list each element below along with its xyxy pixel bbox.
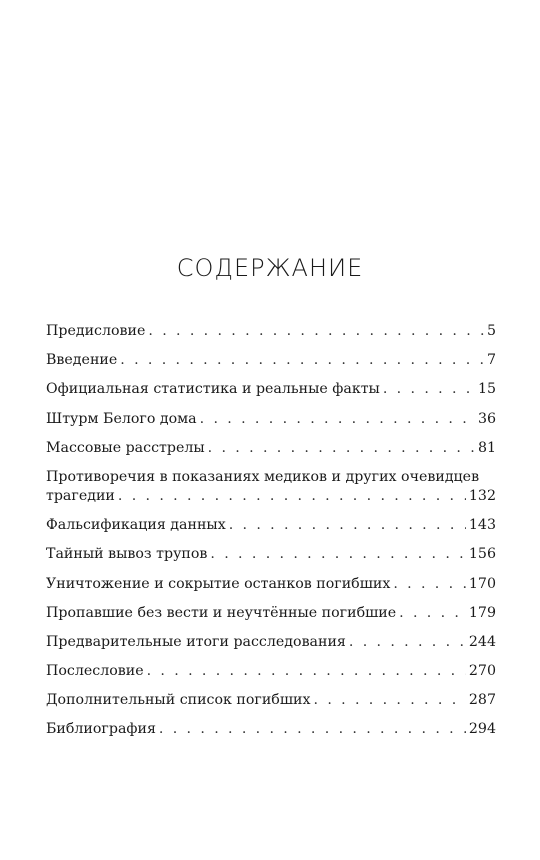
toc-entry-page: 5 bbox=[486, 323, 496, 339]
toc-entry-preface bbox=[46, 322, 496, 341]
toc-entry-page: 81 bbox=[477, 439, 496, 456]
toc-entry-title: Введение bbox=[46, 352, 118, 369]
table-of-contents bbox=[46, 322, 496, 750]
toc-entry-title: Официальная статистика и реальные факты bbox=[46, 381, 380, 398]
toc-entry-title: Послесловие bbox=[46, 663, 144, 680]
toc-entry-page: 270 bbox=[468, 663, 496, 680]
toc-entry-page: 287 bbox=[468, 692, 496, 709]
dot-leader bbox=[148, 322, 484, 341]
toc-entry-title: Дополнительный список погибших bbox=[46, 692, 311, 709]
toc-entry-title: Библиография bbox=[46, 721, 156, 738]
toc-entry-page: 179 bbox=[468, 604, 496, 621]
toc-entry-missing-persons bbox=[46, 604, 496, 623]
toc-entry-additional-list bbox=[46, 691, 496, 710]
toc-entry-title: Фальсификация данных bbox=[46, 517, 226, 534]
toc-entry-title: Массовые расстрелы bbox=[46, 439, 205, 456]
toc-entry-page: 156 bbox=[468, 546, 496, 563]
dot-leader bbox=[208, 439, 475, 458]
toc-entry-title: Предисловие bbox=[46, 323, 146, 339]
dot-leader bbox=[210, 545, 465, 564]
toc-entry-page: 36 bbox=[477, 410, 496, 427]
toc-entry-title: Штурм Белого дома bbox=[46, 410, 197, 427]
toc-entry-page: 7 bbox=[486, 352, 496, 369]
toc-entry-data-falsification bbox=[46, 516, 496, 535]
dot-leader bbox=[118, 487, 466, 506]
toc-entry-bibliography bbox=[46, 720, 496, 739]
dot-leader bbox=[200, 410, 475, 429]
toc-entry-title-line1: Противоречия в показаниях медиков и других очевидцев bbox=[46, 468, 480, 485]
toc-entry-page: 294 bbox=[468, 721, 496, 738]
toc-entry-page: 244 bbox=[468, 633, 496, 650]
page-title: СОДЕРЖАНИЕ bbox=[176, 254, 364, 282]
toc-entry-page: 143 bbox=[468, 517, 496, 534]
toc-entry-page: 132 bbox=[468, 487, 496, 504]
dot-leader bbox=[349, 633, 466, 652]
dot-leader bbox=[393, 575, 466, 594]
dot-leader bbox=[159, 720, 466, 739]
dot-leader bbox=[147, 662, 466, 681]
toc-entry-introduction bbox=[46, 351, 496, 370]
dot-leader bbox=[399, 604, 466, 623]
toc-entry-afterword bbox=[46, 662, 496, 681]
toc-entry-secret-removal bbox=[46, 545, 496, 564]
toc-entry-official-statistics bbox=[46, 380, 496, 399]
toc-entry-contradictions bbox=[46, 468, 496, 506]
toc-entry-title-line2: трагедии bbox=[46, 487, 115, 504]
toc-entry-destruction-remains bbox=[46, 575, 496, 594]
toc-entry-page: 170 bbox=[468, 575, 496, 592]
toc-entry-title: Предварительные итоги расследования bbox=[46, 633, 346, 650]
toc-entry-title: Тайный вывоз трупов bbox=[46, 546, 208, 563]
toc-entry-white-house-assault bbox=[46, 410, 496, 429]
toc-entry-preliminary-results bbox=[46, 633, 496, 652]
dot-leader bbox=[383, 380, 475, 399]
dot-leader bbox=[229, 516, 466, 535]
toc-entry-title: Уничтожение и сокрытие останков погибших bbox=[46, 575, 391, 592]
toc-entry-page: 15 bbox=[477, 381, 496, 398]
toc-entry-mass-shootings bbox=[46, 439, 496, 458]
dot-leader bbox=[314, 691, 466, 710]
toc-entry-title: Пропавшие без вести и неучтённые погибшие bbox=[46, 604, 397, 621]
dot-leader bbox=[120, 351, 484, 370]
